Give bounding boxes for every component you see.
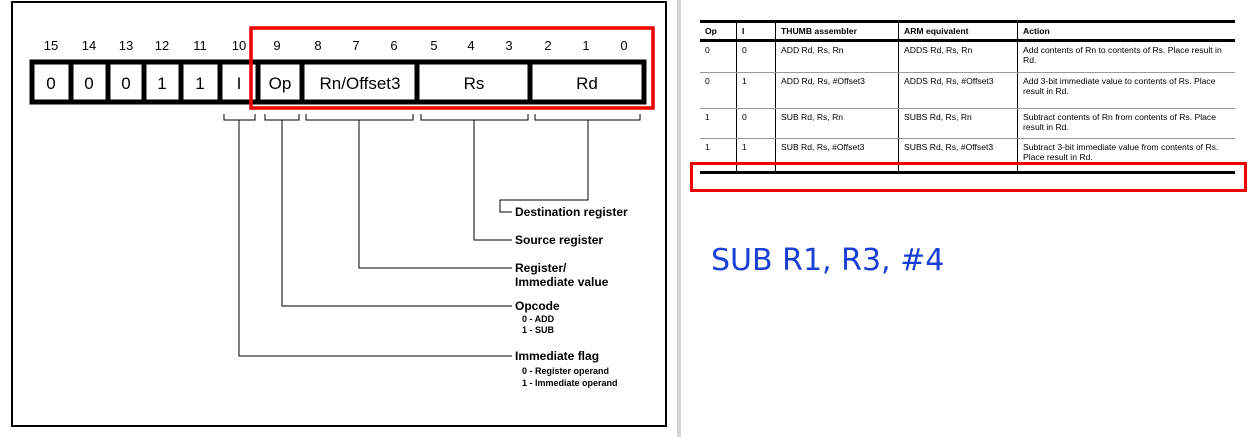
fixed-bit: 1 [157,74,167,93]
label-immediate-register: 0 - Register operand [522,366,610,376]
header-arm-equivalent: ARM equivalent [899,22,1018,41]
cell-arm: SUBS Rd, Rs, #Offset3 [899,139,1018,173]
bit-number: 13 [118,38,134,53]
header-i: I [737,22,776,41]
bit-number: 2 [544,38,552,53]
cell-op: 1 [700,109,737,139]
label-opcode: Opcode [515,299,560,313]
cell-thumb: SUB Rd, Rs, #Offset3 [776,139,899,173]
bit-number: 11 [193,38,207,53]
table-row [700,109,1235,139]
fixed-bit: 0 [46,74,56,93]
cell-arm: ADDS Rd, Rs, Rn [899,41,1018,73]
cell-i: 1 [737,139,776,173]
field-rd: Rd [576,74,598,93]
bit-number: 8 [314,38,322,53]
field-brackets [224,114,640,120]
bit-number: 10 [231,38,247,53]
bit-number: 9 [273,38,281,53]
example-instruction: SUB R1, R3, #4 [711,243,945,278]
cell-op: 1 [700,139,737,173]
cell-action: Add 3-bit immediate value to contents of Rs. Place result in Rd. [1018,73,1236,109]
fixed-bit: 1 [195,74,205,93]
cell-action: Subtract 3-bit immediate value from contents of Rs. Place result in Rd. [1018,139,1236,173]
cell-i: 1 [737,73,776,109]
header-thumb-assembler: THUMB assembler [776,22,899,41]
bit-number: 3 [505,38,513,53]
bit-number: 15 [43,38,59,53]
cell-thumb: ADD Rd, Rs, Rn [776,41,899,73]
bit-numbers [44,38,628,53]
cell-action: Add contents of Rn to contents of Rs. Place result in Rd. [1018,41,1236,73]
bit-number: 0 [620,38,628,53]
fixed-bit: 0 [84,74,94,93]
opcode-table [700,20,1235,174]
bit-number: 12 [154,38,170,53]
cell-thumb: ADD Rd, Rs, #Offset3 [776,73,899,109]
field-op: Op [268,74,292,93]
panel-separator [677,0,681,437]
label-register-immediate-2: Immediate value [515,275,609,289]
cell-thumb: SUB Rd, Rs, Rn [776,109,899,139]
cell-i: 0 [737,109,776,139]
header-action: Action [1018,22,1236,41]
table-row [700,73,1235,109]
label-source-register: Source register [515,233,604,247]
bit-number: 4 [467,38,475,53]
table-row-highlight [690,162,1247,192]
bit-number: 5 [430,38,438,53]
table-header-row [700,22,1235,41]
bit-number: 7 [352,38,360,53]
fixed-bit: 0 [121,74,131,93]
label-opcode-sub: 1 - SUB [522,325,555,335]
field-rn-offset3: Rn/Offset3 [319,74,401,93]
label-register-immediate-1: Register/ [515,261,567,275]
bit-number: 6 [390,38,398,53]
table-row [700,41,1235,73]
label-opcode-add: 0 - ADD [522,314,555,324]
label-immediate-flag: Immediate flag [515,349,600,363]
bit-number: 1 [582,38,590,53]
cell-op: 0 [700,41,737,73]
label-destination-register: Destination register [515,205,628,219]
cell-arm: SUBS Rd, Rs, Rn [899,109,1018,139]
cell-action: Subtract contents of Rn from contents of Rs. Place result in Rd. [1018,109,1236,139]
field-i: I [236,74,242,93]
cell-i: 0 [737,41,776,73]
cell-op: 0 [700,73,737,109]
header-op: Op [700,22,737,41]
cell-arm: ADDS Rd, Rs, #Offset3 [899,73,1018,109]
field-rs: Rs [463,74,485,93]
label-immediate-operand: 1 - Immediate operand [522,378,618,388]
opcode-table-container [700,20,1235,174]
bit-number: 14 [81,38,97,53]
